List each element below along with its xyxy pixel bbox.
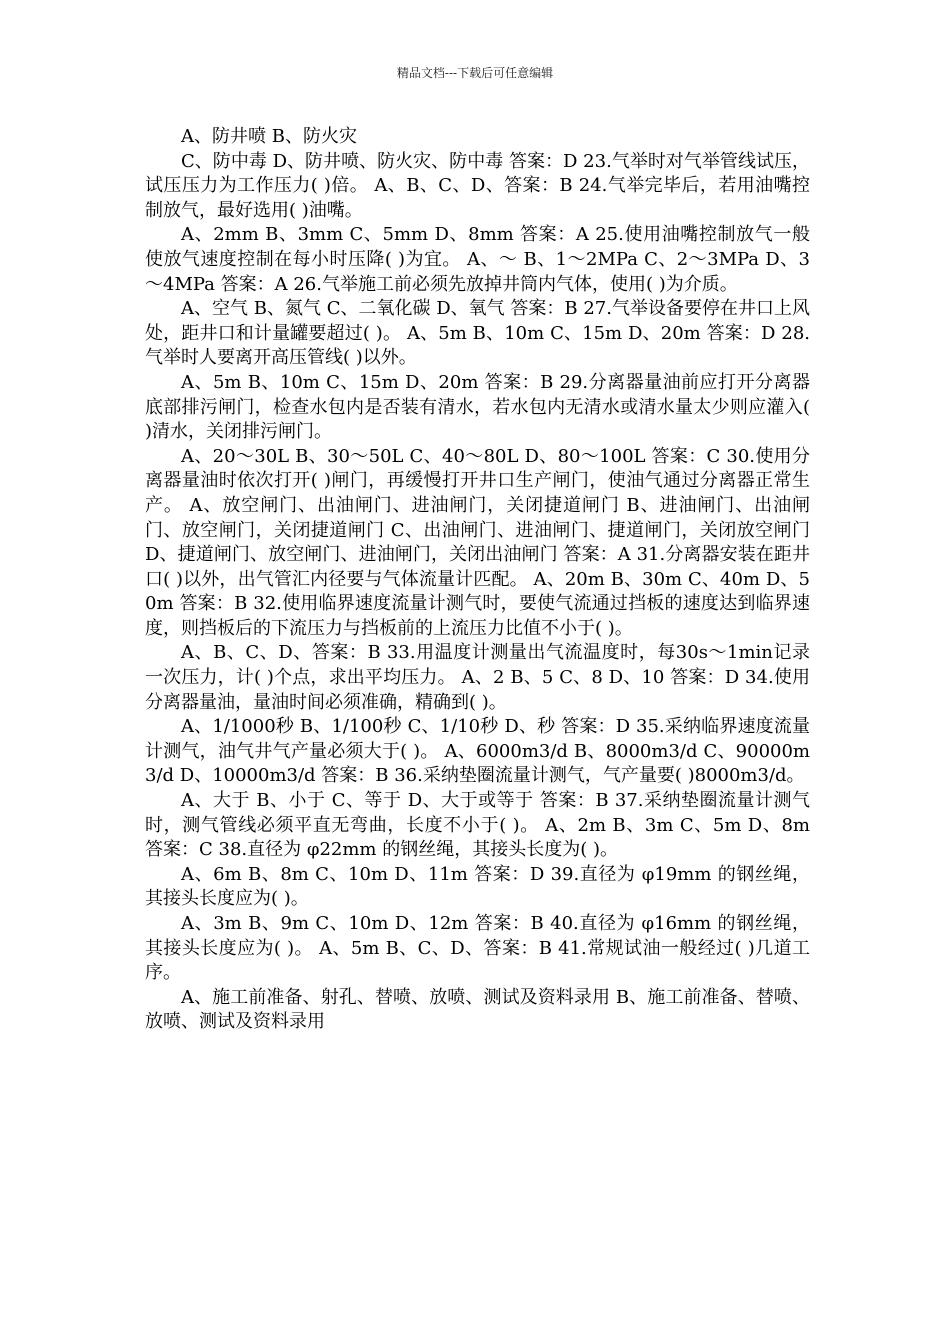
paragraph: A、施工前准备、射孔、替喷、放喷、测试及资料录用 B、施工前准备、替喷、放喷、测试及资料录用	[145, 986, 810, 1033]
paragraph: A、空气 B、氮气 C、二氧化碳 D、氧气 答案：B 27.气举设备要停在井口上风处，距井口和计量罐要超过( )。 A、5m B、10m C、15m D、20m 答案：D 28.气举时人要离开高压管线( )以外。	[145, 298, 810, 369]
paragraph: A、3m B、9m C、10m D、12m 答案：B 40.直径为 φ16mm 的钢丝绳，其接头长度应为( )。 A、5m B、C、D、答案：B 41.常规试油一般经过( )几道工序。	[145, 913, 810, 984]
paragraph: A、防井喷 B、防火灾	[181, 126, 357, 147]
paragraph: A、2mm B、3mm C、5mm D、8mm 答案：A 25.使用油嘴控制放气一般使放气速度控制在每小时压降( )为宜。 A、～ B、1～2MPa C、2～3MPa D、3～4MPa 答案：A 26.气举施工前必须先放掉井筒内气体，使用( )为介质。	[145, 224, 810, 295]
paragraph: A、大于 B、小于 C、等于 D、大于或等于 答案：B 37.采纳垫圈流量计测气时，测气管线必须平直无弯曲，长度不小于( )。 A、2m B、3m C、5m D、8m 答案：C 38.直径为 φ22mm 的钢丝绳，其接头长度为( )。	[145, 790, 810, 861]
paragraph: A、20～30L B、30～50L C、40～80L D、80～100L 答案：C 30.使用分离器量油时依次打开( )闸门，再缓慢打开井口生产闸门，使油气通过分离器正常生产。 A、放空闸门、出油闸门、进油闸门，关闭捷道闸门 B、进油闸门、出油闸门、放空闸门，关闭捷道闸门 C、出油闸门、进油闸门、捷道闸门，关闭放空闸门 D、捷道闸门、放空闸门、进油闸门，关闭出油闸门 答案：A 31.分离器安装在距井口( )以外，出气管汇内径要与气体流量计匹配。 A、20m B、30m C、40m D、50m 答案：B 32.使用临界速度流量计测气时，要使气流通过挡板的速度达到临界速度，则挡板后的下流压力与挡板前的上流压力比值不小于( )。	[145, 445, 810, 639]
document-body	[145, 125, 810, 1035]
paragraph: A、1/1000秒 B、1/100秒 C、1/10秒 D、秒 答案：D 35.采纳临界速度流量计测气，油气井气产量必须大于( )。 A、6000m3/d B、8000m3/d C、90000m3/d D、10000m3/d 答案：B 36.采纳垫圈流量计测气，气产量要( )8000m3/d。	[145, 716, 810, 787]
paragraph: A、6m B、8m C、10m D、11m 答案：D 39.直径为 φ19mm 的钢丝绳，其接头长度应为( )。	[145, 863, 810, 910]
paragraph: A、5m B、10m C、15m D、20m 答案：B 29.分离器量油前应打开分离器底部排污闸门，检查水包内是否装有清水，若水包内无清水或清水量太少则应灌入( )清水，关闭排污闸门。	[145, 371, 810, 443]
paragraph: A、B、C、D、答案：B 33.用温度计测量出气流温度时，每30s～1min记录一次压力，计( )个点，求出平均压力。 A、2 B、5 C、8 D、10 答案：D 34.使用分离器量油，量油时间必须准确，精确到( )。	[145, 642, 810, 713]
page-header: 精品文档---下载后可任意编辑	[396, 66, 554, 80]
paragraph: C、防中毒 D、防井喷、防火灾、防中毒 答案：D 23.气举时对气举管线试压，试压压力为工作压力( )倍。 A、B、C、D、答案：B 24.气举完毕后，若用油嘴控制放气，最好选用( )油嘴。	[145, 150, 810, 221]
